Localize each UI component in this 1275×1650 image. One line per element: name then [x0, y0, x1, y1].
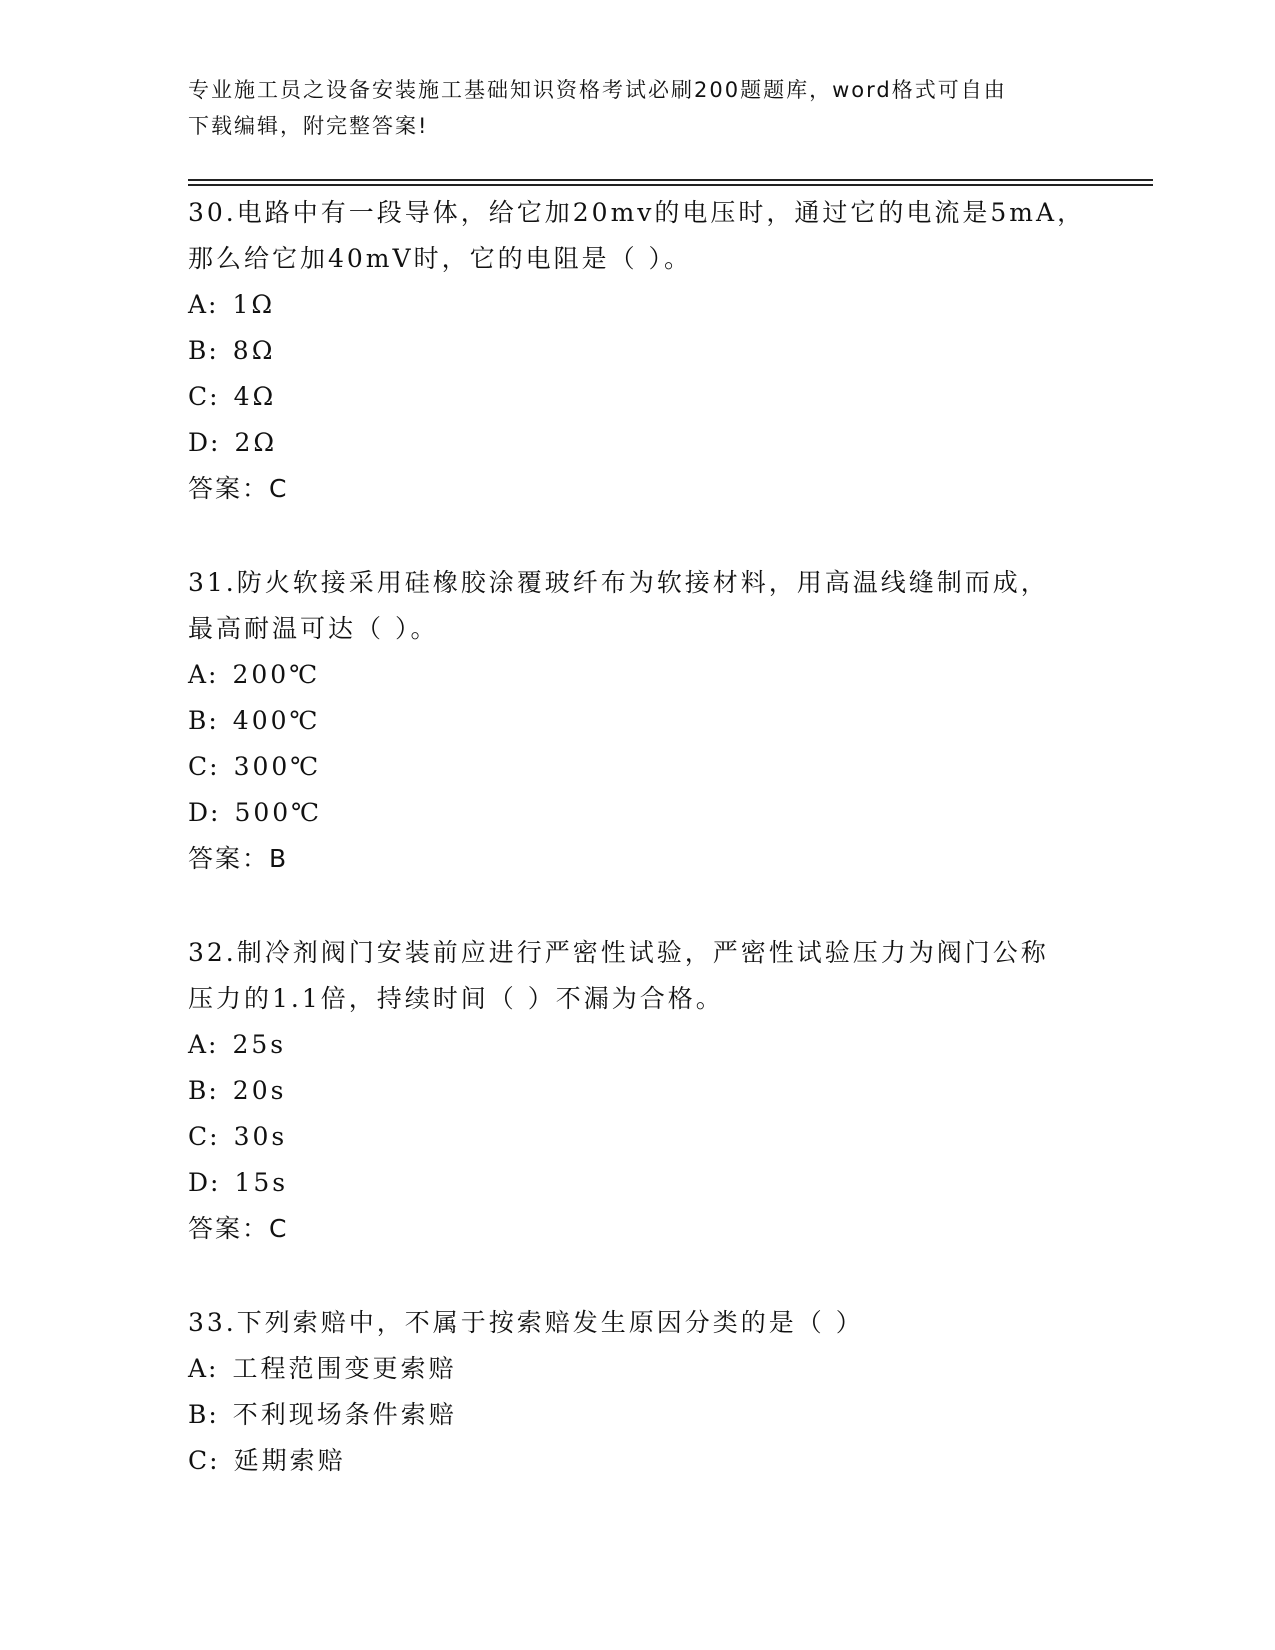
option-letter: B: [188, 1400, 219, 1429]
question-list [188, 190, 1108, 1532]
option-letter: C: [188, 1122, 220, 1151]
option-a [188, 652, 1108, 698]
question-30 [188, 190, 1108, 512]
option-text: 400℃ [232, 706, 321, 735]
option-a [188, 282, 1108, 328]
option-b [188, 1392, 1108, 1438]
option-text: 不利现场条件索赔 [232, 1400, 457, 1429]
option-text: 15s [234, 1168, 289, 1197]
stem-line-2: 最高耐温可达（ ）。 [188, 614, 439, 643]
option-a [188, 1022, 1108, 1068]
option-text: 500℃ [234, 798, 323, 827]
question-33 [188, 1300, 1108, 1484]
header-divider-bottom [188, 184, 1153, 186]
option-d [188, 790, 1108, 836]
question-stem [188, 190, 1108, 282]
option-letter: A: [188, 1354, 219, 1383]
option-letter: C: [188, 752, 220, 781]
option-letter: D: [188, 1168, 221, 1197]
option-b [188, 698, 1108, 744]
stem-line-2: 那么给它加40mV时，它的电阻是（ ）。 [188, 244, 693, 273]
option-letter: C: [188, 1446, 220, 1475]
option-d [188, 1160, 1108, 1206]
stem-line-1: 33.下列索赔中，不属于按索赔发生原因分类的是（ ） [188, 1308, 864, 1337]
option-text: 1Ω [232, 290, 276, 319]
stem-line-1: 30.电路中有一段导体，给它加20mv的电压时，通过它的电流是5mA， [188, 198, 1086, 227]
header-line-1: 专业施工员之设备安装施工基础知识资格考试必刷200题题库，word格式可自由 [188, 78, 1007, 102]
option-letter: D: [188, 428, 221, 457]
option-b [188, 328, 1108, 374]
answer-text: 答案：B [188, 844, 289, 873]
option-text: 2Ω [234, 428, 278, 457]
option-text: 工程范围变更索赔 [232, 1354, 457, 1383]
option-letter: B: [188, 706, 219, 735]
option-text: 200℃ [232, 660, 321, 689]
option-c [188, 374, 1108, 420]
option-letter: C: [188, 382, 220, 411]
option-letter: B: [188, 336, 219, 365]
question-stem [188, 560, 1108, 652]
option-letter: A: [188, 290, 219, 319]
option-text: 300℃ [233, 752, 322, 781]
option-a [188, 1346, 1108, 1392]
stem-line-1: 32.制冷剂阀门安装前应进行严密性试验，严密性试验压力为阀门公称 [188, 938, 1049, 967]
question-31 [188, 560, 1108, 882]
option-text: 20s [232, 1076, 287, 1105]
option-text: 4Ω [233, 382, 277, 411]
option-text: 30s [233, 1122, 288, 1151]
stem-line-1: 31.防火软接采用硅橡胶涂覆玻纤布为软接材料，用高温线缝制而成， [188, 568, 1049, 597]
option-c [188, 744, 1108, 790]
option-letter: D: [188, 798, 221, 827]
answer-text: 答案：C [188, 474, 289, 503]
document-header [188, 72, 1088, 144]
option-text: 8Ω [232, 336, 276, 365]
option-text: 延期索赔 [233, 1446, 346, 1475]
question-stem [188, 1300, 1108, 1346]
option-letter: B: [188, 1076, 219, 1105]
header-line-2: 下载编辑，附完整答案! [188, 114, 429, 138]
option-b [188, 1068, 1108, 1114]
option-c [188, 1438, 1108, 1484]
question-32 [188, 930, 1108, 1252]
option-d [188, 420, 1108, 466]
question-stem [188, 930, 1108, 1022]
header-divider-top [188, 179, 1153, 181]
option-letter: A: [188, 660, 219, 689]
stem-line-2: 压力的1.1倍，持续时间（ ）不漏为合格。 [188, 984, 724, 1013]
option-letter: A: [188, 1030, 219, 1059]
option-c [188, 1114, 1108, 1160]
answer-text: 答案：C [188, 1214, 289, 1243]
option-text: 25s [232, 1030, 287, 1059]
